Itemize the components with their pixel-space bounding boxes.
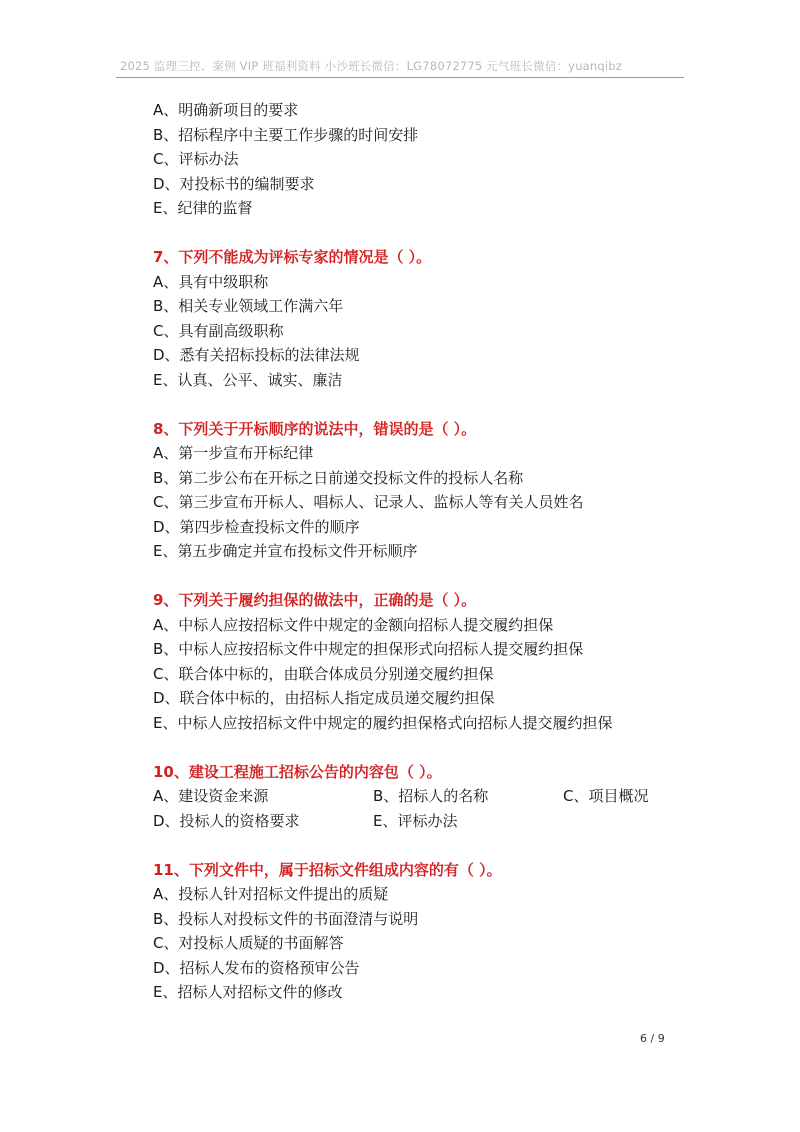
header-divider [116, 77, 684, 78]
options-row [153, 809, 693, 834]
question-title: 10、建设工程施工招标公告的内容包（ ）。 [153, 762, 442, 781]
spacer [153, 221, 693, 246]
option-e: E、第五步确定并宣布投标文件开标顺序 [153, 542, 418, 560]
option-c: C、第三步宣布开标人、唱标人、记录人、监标人等有关人员姓名 [153, 493, 584, 511]
option-a: A、建设资金来源 [153, 787, 269, 805]
option-c: C、评标办法 [153, 150, 239, 168]
option-b: B、相关专业领域工作满六年 [153, 297, 344, 315]
previous-question-options [153, 98, 693, 221]
option-d: D、第四步检查投标文件的顺序 [153, 517, 360, 536]
option-c: C、项目概况 [563, 787, 649, 805]
question-9 [153, 588, 693, 735]
option-e: E、认真、公平、诚实、廉洁 [153, 370, 343, 389]
option-e: E、中标人应按招标文件中规定的履约担保格式向招标人提交履约担保 [153, 713, 613, 732]
option-b: B、招标程序中主要工作步骤的时间安排 [153, 125, 419, 144]
option-a: A、中标人应按招标文件中规定的金额向招标人提交履约担保 [153, 615, 554, 634]
document-body [153, 98, 693, 1005]
question-title: 7、下列不能成为评标专家的情况是（ ）。 [153, 248, 432, 266]
option-b: B、中标人应按招标文件中规定的担保形式向招标人提交履约担保 [153, 640, 584, 658]
options-row [153, 784, 693, 809]
question-7 [153, 245, 693, 392]
page-header: 2025 监理三控、案例 VIP 班福利资料 小沙班长微信：LG78072775 元气班长微信：yuanqibz [120, 59, 623, 73]
option-d: D、联合体中标的，由招标人指定成员递交履约担保 [153, 689, 495, 707]
option-c: C、对投标人质疑的书面解答 [153, 934, 344, 952]
question-title: 8、下列关于开标顺序的说法中，错误的是（ ）。 [153, 419, 477, 438]
option-a: A、具有中级职称 [153, 272, 269, 291]
option-d: D、招标人发布的资格预审公告 [153, 958, 360, 977]
option-a: A、明确新项目的要求 [153, 101, 299, 119]
spacer [153, 564, 693, 589]
page-number: 6 / 9 [640, 1032, 665, 1045]
spacer [153, 833, 693, 858]
option-c: C、联合体中标的，由联合体成员分别递交履约担保 [153, 664, 494, 683]
question-11 [153, 858, 693, 1005]
option-e: E、纪律的监督 [153, 199, 253, 217]
option-d: D、对投标书的编制要求 [153, 174, 315, 193]
option-c: C、具有副高级职称 [153, 321, 284, 340]
option-a: A、第一步宣布开标纪律 [153, 444, 314, 462]
option-b: B、第二步公布在开标之日前递交投标文件的投标人名称 [153, 468, 524, 487]
option-b: B、投标人对投标文件的书面澄清与说明 [153, 909, 419, 928]
option-d: D、悉有关招标投标的法律法规 [153, 346, 360, 364]
option-d: D、投标人的资格要求 [153, 811, 300, 830]
option-b: B、招标人的名称 [373, 787, 489, 805]
spacer [153, 392, 693, 417]
spacer [153, 735, 693, 760]
option-a: A、投标人针对招标文件提出的质疑 [153, 885, 389, 903]
option-e: E、招标人对招标文件的修改 [153, 983, 343, 1001]
question-10 [153, 760, 693, 834]
question-title: 9、下列关于履约担保的做法中，正确的是（ ）。 [153, 591, 477, 609]
question-title: 11、下列文件中，属于招标文件组成内容的有（ ）。 [153, 860, 502, 879]
option-e: E、评标办法 [373, 811, 458, 830]
question-8 [153, 417, 693, 564]
